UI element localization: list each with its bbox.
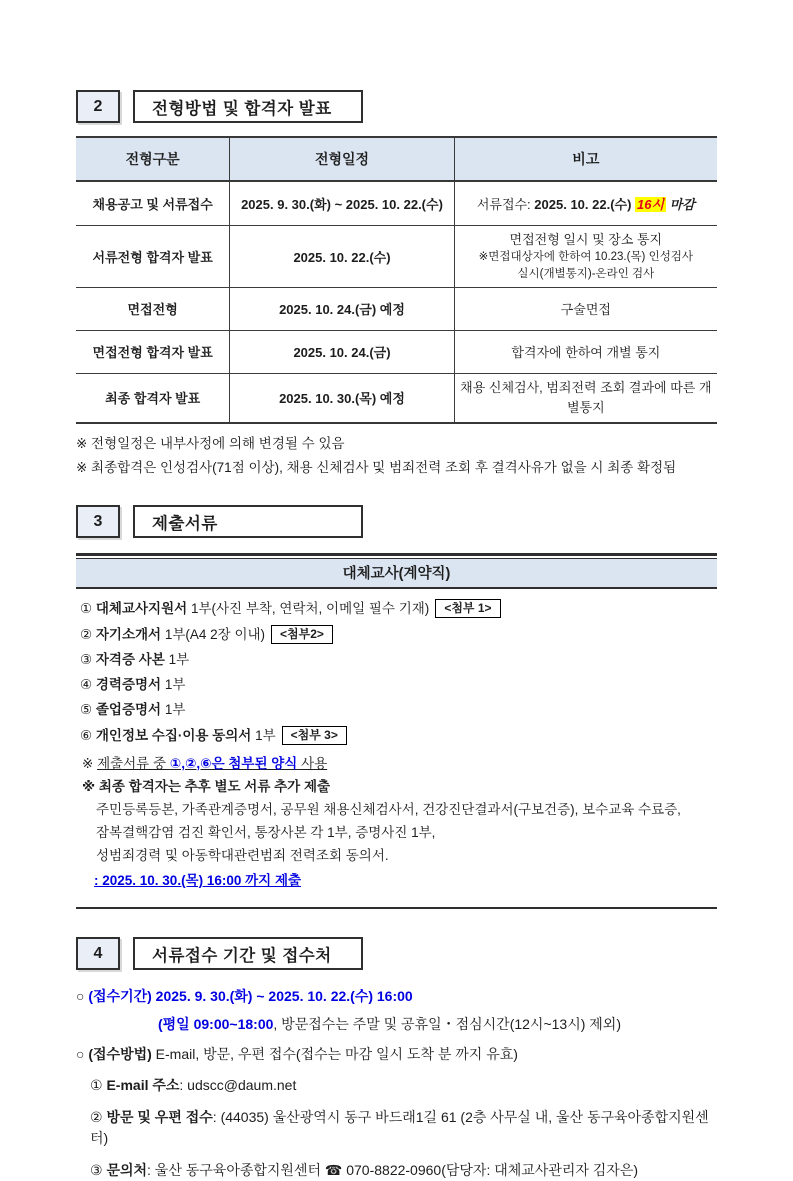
job-type-header: 대체교사(계약직) [76, 558, 717, 589]
row-category: 서류전형 합격자 발표 [76, 225, 230, 287]
box-top-rule [76, 553, 717, 556]
row-schedule: 2025. 10. 24.(금) 예정 [230, 287, 454, 330]
row-category: 면접전형 합격자 발표 [76, 330, 230, 373]
reception-hours-line [158, 1014, 717, 1035]
section4-title: 서류접수 기간 및 접수처 [133, 937, 363, 970]
item-number: ⑤ [80, 702, 93, 718]
section-selection-method [76, 90, 717, 478]
phone-icon: ☎ [324, 1161, 343, 1178]
row-remark [454, 225, 717, 287]
item-desc: 1부 [255, 727, 276, 743]
note-attached-forms [82, 754, 713, 774]
item-desc: 1부 [164, 702, 186, 718]
weekday-hours: (평일 09:00~18:00 [158, 1015, 274, 1032]
row-schedule: 2025. 10. 30.(목) 예정 [230, 373, 454, 423]
reception-method-text: E-mail, 방문, 우편 접수(접수는 마감 일시 도착 분 까지 유효) [155, 1045, 518, 1062]
reception-period-line [76, 986, 717, 1008]
section-submission-documents [76, 505, 717, 909]
visit-mail-value: : (44035) 울산광역시 동구 바드래1길 61 (2층 사무실 내, 울산 동구육아종합지원센터) [90, 1108, 709, 1146]
contact-org: : 울산 동구육아종합지원센터 [147, 1161, 325, 1178]
section2-header [76, 90, 717, 123]
contact-line [90, 1160, 717, 1181]
table-header-row [76, 137, 717, 181]
item-name: 경력증명서 [95, 677, 162, 693]
item-name: 졸업증명서 [95, 702, 162, 718]
item-desc: 1부(A4 2장 이내) [164, 626, 266, 642]
row-remark [454, 181, 717, 225]
table-row-final-result [76, 373, 717, 423]
table-row-application [76, 181, 717, 225]
remark-prefix: 서류접수: [476, 196, 535, 212]
row-category: 채용공고 및 서류접수 [76, 181, 230, 225]
circle-bullet: ○ [76, 988, 89, 1005]
reception-period-text: (접수기간) 2025. 9. 30.(화) ~ 2025. 10. 22.(수) 16:00 [88, 988, 413, 1005]
reception-method-label: (접수방법) [88, 1045, 152, 1062]
note-part2: 사용 [297, 755, 328, 771]
section3-header [76, 505, 717, 538]
table-row-interview [76, 287, 717, 330]
col-header-schedule: 전형일정 [230, 137, 454, 181]
note-part1: 제출서류 중 [97, 755, 170, 771]
item-number: ③ [90, 1161, 107, 1178]
remark-line3: 실시(개별통지)-온라인 검사 [517, 267, 655, 280]
item-name: 자격증 사본 [95, 651, 165, 667]
document-list [76, 589, 717, 907]
row-category: 최종 합격자 발표 [76, 373, 230, 423]
note-marker: ※ [82, 755, 98, 771]
contact-phone: 070-8822-0960(담당자: 대체교사관리자 김자은) [342, 1161, 639, 1178]
item-number: ⑥ [80, 727, 93, 743]
note-additional-documents: ※ 최종 합격자는 추후 별도 서류 추가 제출 [82, 779, 331, 795]
extra-documents-line3: 성범죄경력 및 아동학대관련범죄 전력조회 동의서. [96, 848, 389, 864]
additional-submission-deadline: : 2025. 10. 30.(목) 16:00 까지 제출 [94, 873, 302, 889]
email-value: : udscc@daum.net [179, 1076, 297, 1093]
list-item-privacy-consent [80, 726, 713, 746]
item-desc: 1부 [164, 677, 186, 693]
row-schedule: 2025. 10. 22.(수) [230, 225, 454, 287]
section4-header [76, 937, 717, 970]
circle-bullet: ○ [76, 1045, 89, 1062]
note-final-confirmation: ※ 최종합격은 인성검사(71점 이상), 채용 신체검사 및 범죄전력 조회 후 결격사유가 없을 시 최종 확정됨 [76, 459, 677, 475]
item-number: ③ [80, 651, 93, 667]
schedule-notes [76, 433, 717, 478]
visit-mail-label: 방문 및 우편 접수 [106, 1108, 213, 1125]
contact-label: 문의처 [106, 1161, 148, 1178]
remark-date: 2025. 10. 22.(수) [534, 196, 632, 212]
item-name: 개인정보 수집·이용 동의서 [95, 727, 252, 743]
item-name: 자기소개서 [95, 626, 162, 642]
note-schedule-change: ※ 전형일정은 내부사정에 의해 변경될 수 있음 [76, 436, 345, 451]
row-schedule: 2025. 10. 24.(금) [230, 330, 454, 373]
row-remark: 구술면접 [454, 287, 717, 330]
item-desc: 1부(사진 부착, 연락처, 이메일 필수 기재) [190, 601, 430, 617]
visit-mail-address-line [90, 1107, 717, 1149]
col-header-remark: 비고 [454, 137, 717, 181]
submission-documents-box [76, 553, 717, 909]
col-header-category: 전형구분 [76, 137, 230, 181]
section3-title: 제출서류 [133, 505, 363, 538]
section2-title: 전형방법 및 합격자 발표 [133, 90, 363, 123]
item-number: ② [80, 626, 93, 642]
item-number: ④ [80, 677, 93, 693]
list-item-application-form [80, 599, 713, 619]
list-item-career-certificate [80, 675, 713, 695]
list-item-graduation-certificate [80, 700, 713, 720]
remark-line1: 면접전형 일시 및 장소 통지 [509, 231, 663, 247]
deadline-time-highlight: 16시 [637, 196, 665, 212]
item-name: 대체교사지원서 [95, 601, 188, 617]
item-number: ② [90, 1108, 107, 1125]
row-remark: 채용 신체검사, 범죄전력 조회 결과에 따른 개별통지 [454, 373, 717, 423]
attachment-badge: <첨부 3> [282, 726, 347, 745]
reception-method-line [76, 1044, 717, 1066]
table-row-interview-result [76, 330, 717, 373]
item-desc: 1부 [168, 651, 190, 667]
item-number: ① [90, 1076, 107, 1093]
row-category: 면접전형 [76, 287, 230, 330]
item-number: ① [80, 601, 93, 617]
section-reception-info [76, 937, 717, 1180]
email-address-line [90, 1075, 717, 1096]
note-blue-forms: ①,②,⑥은 첨부된 양식 [169, 755, 298, 771]
section3-number-badge: 3 [76, 505, 120, 538]
attachment-badge: <첨부 1> [435, 599, 500, 618]
extra-documents-line1: 주민등록등본, 가족관계증명서, 공무원 채용신체검사서, 건강진단결과서(구보건증), 보수교육 수료증, [96, 802, 681, 818]
reception-details [76, 986, 717, 1180]
table-row-document-result [76, 225, 717, 287]
remark-line2: ※면접대상자에 한하여 10.23.(목) 인성검사 [478, 251, 694, 264]
selection-schedule-table [76, 136, 717, 424]
section2-number-badge: 2 [76, 90, 120, 123]
list-item-license-copy [80, 650, 713, 670]
list-item-self-introduction [80, 625, 713, 645]
note-underlined [97, 756, 327, 771]
row-remark: 합격자에 한하여 개별 통지 [454, 330, 717, 373]
row-schedule: 2025. 9. 30.(화) ~ 2025. 10. 22.(수) [230, 181, 454, 225]
section4-number-badge: 4 [76, 937, 120, 970]
email-label: E-mail 주소 [106, 1076, 180, 1093]
hours-exception-text: , 방문접수는 주말 및 공휴일・점심시간(12시~13시) 제외) [273, 1015, 621, 1032]
attachment-badge: <첨부2> [271, 625, 333, 644]
remark-suffix: 마감 [669, 196, 695, 212]
extra-documents-line2: 잠복결핵감염 검진 확인서, 통장사본 각 1부, 증명사진 1부, [96, 825, 436, 841]
